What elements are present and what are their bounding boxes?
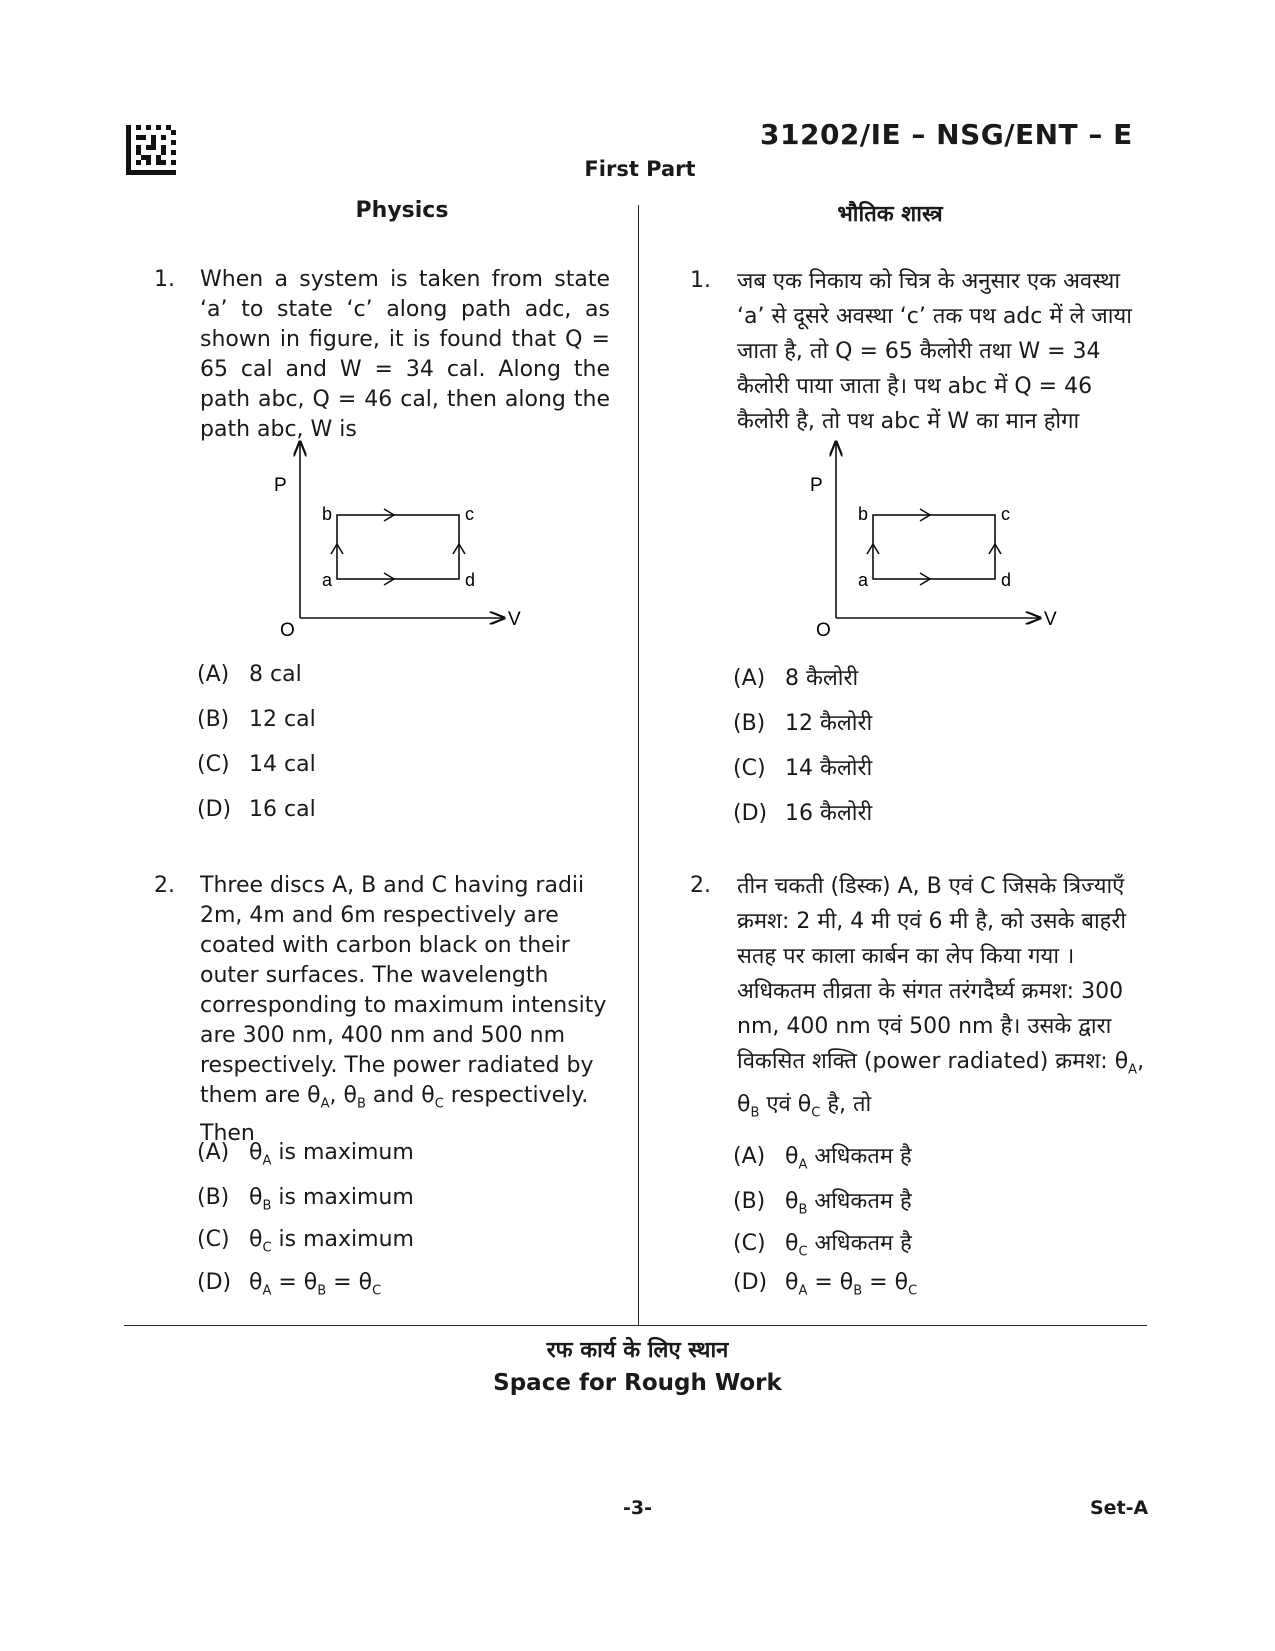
q1-number-en: 1. [154, 267, 175, 292]
q1-option-c-en: (C) 14 cal [197, 752, 316, 777]
section-title-english: Physics [355, 198, 449, 223]
q2-text-en: Three discs A, B and C having radii 2m, 4m and 6m respectively are coated with carbon black on their outer surfaces. The wavelength corresponding to maximum intensity are 300 nm, 400 nm and 500 nm respectively. The power radiated by them are $\theta_A$, $\theta_B$ and $\theta_C$ respectively. Then [200, 873, 607, 1147]
point-c-label: c [465, 504, 474, 524]
q1-option-d-hi: (D) 16 कैलोरी [733, 801, 873, 826]
page-number: -3- [623, 1497, 652, 1519]
point-a-label: a [858, 570, 869, 590]
part-title: First Part [584, 157, 696, 181]
q1-option-b-hi: (B) 12 कैलोरी [733, 711, 873, 736]
q2-option-c-en: (C) $\theta_C$ is maximum [197, 1227, 414, 1256]
paper-code: 31202/IE – NSG/ENT – E [760, 118, 1133, 151]
q2-option-a-en: (A) $\theta_A$ is maximum [197, 1140, 414, 1169]
q2-number-en: 2. [154, 873, 175, 898]
pv-diagram-en [260, 438, 530, 638]
q1-number-hi: 1. [690, 268, 711, 293]
rough-work-title-english: Space for Rough Work [493, 1370, 782, 1396]
rough-work-title-hindi: रफ कार्य के लिए स्थान [546, 1338, 729, 1363]
q2-option-d-en: (D) $\theta_A = \theta_B = \theta_C$ [197, 1270, 382, 1299]
q1-option-b-en: (B) 12 cal [197, 707, 316, 732]
q2-option-b-en: (B) $\theta_B$ is maximum [197, 1185, 414, 1214]
q1-text-en: When a system is taken from state ‘a’ to state ‘c’ along path adc, as shown in figure, it is found that Q = 65 cal and W = 34 cal. Along the path abc, Q = 46 cal, then along the path abc, W is [200, 267, 610, 442]
column-divider [638, 205, 639, 1325]
q2-number-hi: 2. [690, 873, 711, 898]
qr-code [126, 125, 176, 175]
rough-work-divider [124, 1325, 1147, 1326]
point-b-label: b [322, 504, 333, 524]
point-d-label: d [1001, 570, 1012, 590]
q2-option-d-hi: (D) $\theta_A = \theta_B = \theta_C$ [733, 1270, 918, 1299]
point-d-label: d [465, 570, 476, 590]
point-b-label: b [858, 504, 869, 524]
q2-text-hi: तीन चकती (डिस्क) A, B एवं C जिसके त्रिज्याएँ क्रमश: 2 मी, 4 मी एवं 6 मी है, को उसके बाहरी सतह पर काला कार्बन का लेप किया गया । अधिकतम तीव्रता के संगत तरंगदैर्घ्य क्रमश: 300 nm, 400 nm एवं 500 nm है। उसके द्वारा विकसित शक्ति (power radiated) क्रमश: $\theta_A$, $\theta_B$ एवं $\theta_C$ है, तो [737, 874, 1145, 1121]
q1-text-hi: जब एक निकाय को चित्र के अनुसार एक अवस्था ‘a’ से दूसरे अवस्था ‘c’ तक पथ adc में ले जाया जाता है, तो Q = 65 कैलोरी तथा W = 34 कैलोरी पाया जाता है। पथ abc में Q = 46 कैलोरी है, तो पथ abc में W का मान होगा [737, 269, 1132, 434]
point-c-label: c [1001, 504, 1010, 524]
q1-option-c-hi: (C) 14 कैलोरी [733, 756, 873, 781]
origin-label: O [280, 620, 295, 638]
set-label: Set-A [1090, 1497, 1149, 1519]
q2-option-b-hi: (B) $\theta_B$ अधिकतम है [733, 1189, 912, 1218]
axis-p-label: P [274, 475, 287, 496]
axis-v-label: V [508, 609, 521, 630]
origin-label: O [816, 620, 831, 638]
point-a-label: a [322, 570, 333, 590]
axis-v-label: V [1044, 609, 1057, 630]
axis-p-label: P [810, 475, 823, 496]
section-title-hindi: भौतिक शास्त्र [837, 202, 943, 227]
q1-option-a-hi: (A) 8 कैलोरी [733, 666, 859, 691]
q1-option-a-en: (A) 8 cal [197, 662, 302, 687]
q2-option-a-hi: (A) $\theta_A$ अधिकतम है [733, 1144, 912, 1173]
q1-option-d-en: (D) 16 cal [197, 797, 316, 822]
q2-option-c-hi: (C) $\theta_C$ अधिकतम है [733, 1231, 912, 1260]
pv-diagram-hi [796, 438, 1066, 638]
